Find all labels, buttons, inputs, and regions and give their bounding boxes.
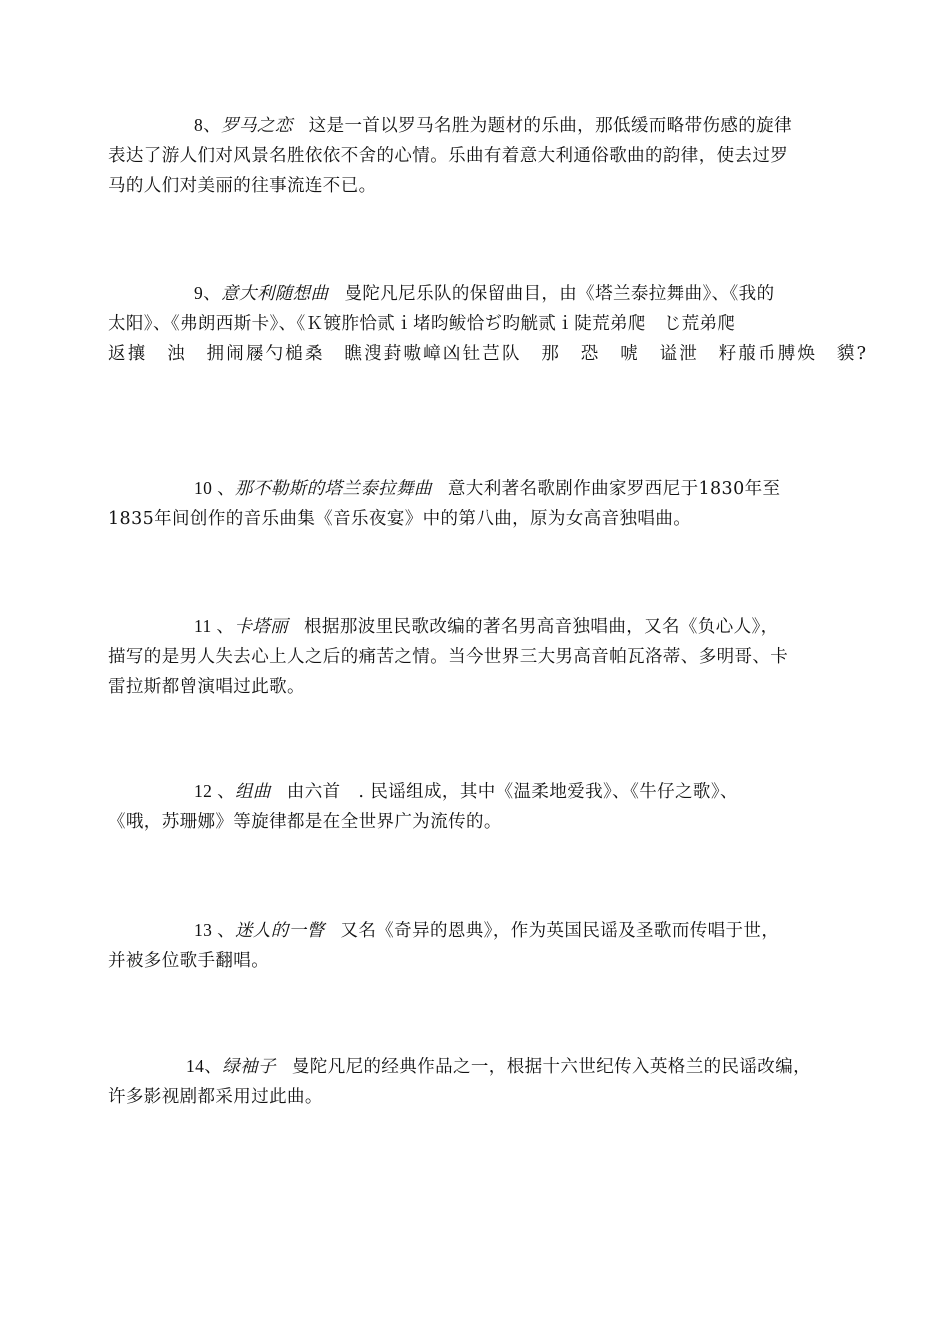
entry-11 bbox=[108, 611, 853, 702]
entry-title: 意大利随想曲 bbox=[221, 284, 329, 304]
entry-text: 由六首 . 民谣组成，其中《温柔地爱我》、《牛仔之歌》、 bbox=[286, 782, 738, 802]
entry-text-line: 马的人们对美丽的往事流连不已。 bbox=[108, 176, 377, 196]
entry-title: 组曲 bbox=[234, 782, 271, 802]
entry-text: 又名《奇异的恩典》，作为英国民谣及圣歌而传唱于世， bbox=[340, 921, 780, 941]
entry-number: 14、 bbox=[186, 1056, 223, 1076]
entry-text-line: 许多影视剧都采用过此曲。 bbox=[108, 1087, 323, 1107]
entry-10 bbox=[108, 473, 853, 534]
entry-13 bbox=[108, 915, 853, 976]
entry-number: 13 、 bbox=[194, 920, 235, 940]
entry-text-line: 雷拉斯都曾演唱过此歌。 bbox=[108, 677, 305, 697]
entry-text: 曼陀凡尼乐队的保留曲目，由《塔兰泰拉舞曲》、《我的 bbox=[344, 284, 775, 304]
entry-number: 11 、 bbox=[194, 616, 235, 636]
entry-title: 那不勒斯的塔兰泰拉舞曲 bbox=[234, 479, 432, 499]
entry-first-line bbox=[108, 1051, 853, 1082]
entry-text-line: 表达了游人们对风景名胜依依不舍的心情。乐曲有着意大利通俗歌曲的韵律，使去过罗 bbox=[108, 146, 789, 166]
entry-9 bbox=[108, 278, 869, 369]
entry-title: 罗马之恋 bbox=[221, 116, 293, 136]
entry-text: 根据那波里民歌改编的著名男高音独唱曲，又名《负心人》， bbox=[304, 617, 779, 637]
entry-8 bbox=[108, 110, 853, 201]
entry-text-line: 1835年间创作的音乐曲集《音乐夜宴》中的第八曲，原为女高音独唱曲。 bbox=[108, 509, 692, 529]
entry-first-line bbox=[108, 110, 853, 141]
entry-14 bbox=[108, 1051, 853, 1112]
entry-text-line: 并被多位歌手翻唱。 bbox=[108, 951, 270, 971]
entry-first-line bbox=[108, 915, 853, 946]
entry-text: 曼陀凡尼的经典作品之一，根据十六世纪传入英格兰的民谣改编， bbox=[291, 1057, 812, 1077]
entry-text-line: 《哦，苏珊娜》等旋律都是在全世界广为流传的。 bbox=[108, 812, 502, 832]
entry-text-line: 返攘 浊 拥闹屦勺槌桑 瞧溲葑嗷嶂凶钍芑队 那 恐 唬 谥泄 籽菔币膊焕 貘? bbox=[108, 344, 869, 364]
entry-title: 绿袖子 bbox=[222, 1057, 276, 1077]
entry-first-line bbox=[108, 776, 853, 807]
entry-text-line: 太阳》、《弗朗西斯卡》、《Ｋ镀胙恰贰ｉ堵昀鲅恰ぢ昀觥贰ｉ陡荒弟爬 じ荒弟爬 bbox=[108, 314, 736, 334]
entry-number: 10 、 bbox=[194, 478, 235, 498]
entry-number: 12 、 bbox=[194, 781, 235, 801]
entry-number: 9、 bbox=[194, 283, 222, 303]
entry-first-line bbox=[108, 278, 853, 309]
entry-title: 卡塔丽 bbox=[234, 617, 289, 637]
entry-first-line bbox=[108, 611, 853, 642]
entry-first-line bbox=[108, 473, 853, 504]
entry-text-line: 描写的是男人失去心上人之后的痛苦之情。当今世界三大男高音帕瓦洛蒂、多明哥、卡 bbox=[108, 647, 789, 667]
entry-number: 8、 bbox=[194, 115, 222, 135]
entry-text: 这是一首以罗马名胜为题材的乐曲，那低缓而略带伤感的旋律 bbox=[308, 116, 792, 136]
entry-12 bbox=[108, 776, 853, 837]
entry-text: 意大利著名歌剧作曲家罗西尼于1830年至 bbox=[447, 479, 781, 499]
entry-title: 迷人的一瞥 bbox=[234, 921, 325, 941]
